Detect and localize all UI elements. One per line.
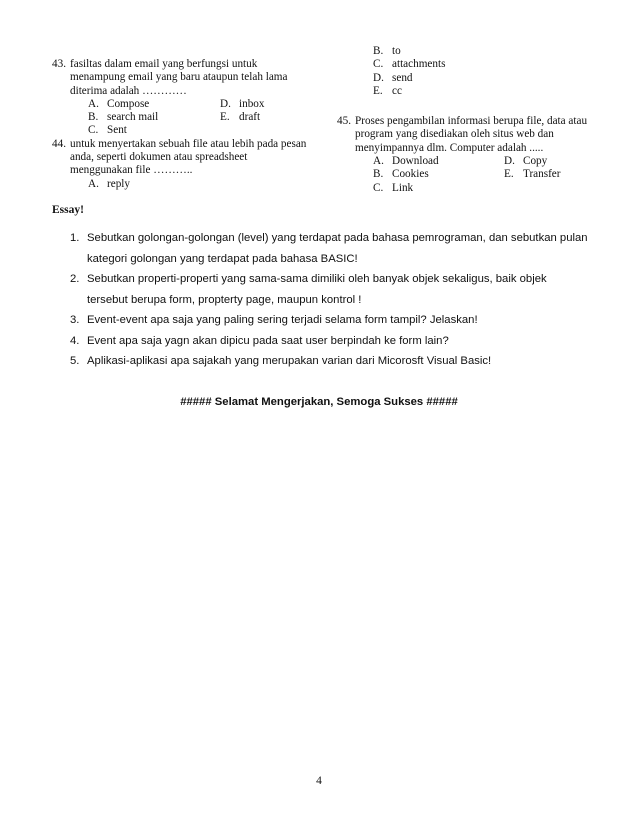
essay-item: 5. Aplikasi-aplikasi apa sajakah yang merupakan varian dari Micorosft Visual Basic! [70,355,492,367]
option-row [355,182,597,195]
right-column [337,45,597,195]
option-b: B. to [373,45,401,57]
question-44 [52,138,307,178]
question-43-options [52,98,307,138]
option-a: A. reply [88,177,130,190]
question-number: 43. [52,58,66,70]
option-b: B. search mail [88,111,159,124]
essay-item-text: Sebutkan golongan-golongan (level) yang terdapat pada bahasa pemrograman, dan sebutkan pulan kategori golongan yang terdapat pada bahasa BASIC! [87,232,588,265]
option-row [355,155,597,168]
essay-item-text: Aplikasi-aplikasi apa sajakah yang merupakan varian dari Micorosft Visual Basic! [87,355,492,367]
option-e: E. draft [220,111,261,124]
option-row [70,98,307,111]
option-row [355,58,597,71]
option-row [355,45,597,58]
question-text: Proses pengambilan informasi berupa file, data atau program yang disediakan oleh situs web dan menyimpannya dlm. Computer adalah ..... [355,115,588,154]
question-44-options-continued [337,45,597,98]
essay-item: 4. Event apa saja yagn akan dipicu pada saat user berpindah ke form lain? [70,334,449,347]
essay-item-text: Event-event apa saja yang paling sering terjadi selama form tampil? Jelaskan! [87,314,478,326]
option-b: B. Cookies [373,168,429,181]
option-d: D. inbox [220,97,265,110]
closing-message: ##### Selamat Mengerjakan, Semoga Sukses ##### [180,396,458,408]
option-d: D. send [373,71,413,84]
option-row [355,72,597,85]
essay-item-text: Event apa saja yagn akan dipicu pada saat user berpindah ke form lain? [87,334,449,347]
question-text: untuk menyertakan sebuah file atau lebih pada pesan anda, seperti dokumen atau spreadsheet menggunakan file ……….. [70,137,307,177]
option-d: D. Copy [504,155,548,168]
question-45 [337,115,597,155]
option-a: A. Download [373,155,439,168]
option-c: C. attachments [373,58,446,71]
question-43 [52,58,307,98]
option-row [70,111,307,124]
option-row [355,168,597,181]
option-c: C. Sent [88,124,127,137]
essay-item: 2. Sebutkan properti-properti yang sama-sama dimiliki oleh banyak objek sekaligus, baik objek tersebut berupa form, propterty page, maupun kontrol ! [70,273,547,306]
essay-heading: Essay! [52,204,84,216]
option-a: A. Compose [88,97,150,110]
essay-list [70,228,590,372]
option-e: E. Transfer [504,168,561,181]
option-row [355,85,597,98]
option-row [70,124,307,137]
essay-item: 3. Event-event apa saja yang paling sering terjadi selama form tampil? Jelaskan! [70,314,478,326]
option-e: E. cc [373,84,402,97]
question-45-options [337,155,597,195]
question-number: 44. [52,137,66,150]
left-column [52,58,307,191]
option-row [70,178,307,191]
essay-item-text: Sebutkan properti-properti yang sama-sama dimiliki oleh banyak objek sekaligus, baik objek tersebut berupa form, propterty page, maupun kontrol ! [87,273,547,306]
question-44-options [52,178,307,191]
question-text: fasiltas dalam email yang berfungsi untuk menampung email yang baru ataupun telah lama diterima adalah ………… [70,58,288,97]
essay-item: 1. Sebutkan golongan-golongan (level) yang terdapat pada bahasa pemrograman, dan sebutkan pulan kategori golongan yang terdapat pada bahasa BASIC! [70,232,588,265]
question-number: 45. [337,115,351,128]
option-c: C. Link [373,181,414,194]
page-number: 4 [316,775,322,787]
